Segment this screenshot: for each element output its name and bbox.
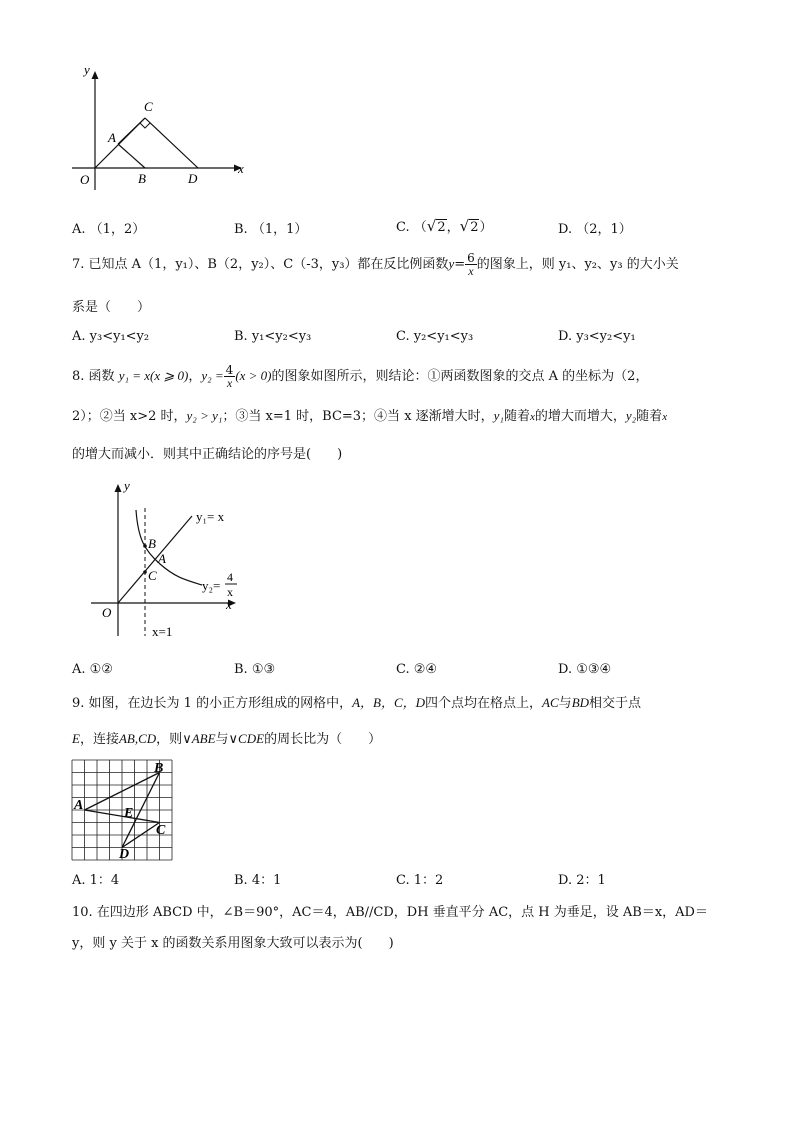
q8-option-a: A. ①② <box>72 662 113 677</box>
q7-stem-line2: 系是（ ） <box>72 300 151 315</box>
q7-option-a: A. y₃<y₁<y₂ <box>72 329 150 344</box>
q6-label-o: O <box>80 172 90 187</box>
q6-segment-ab <box>118 144 145 168</box>
q9-option-c: C. 1：2 <box>396 873 444 888</box>
q6-label-y: y <box>84 62 90 77</box>
q8-stem-line2: 2）；②当 x>2 时，y₂ > y₁；③当 x=1 时，BC=3；④当 x 逐渐增大时，y₁随着x的增大而增大，y₂随着x <box>72 408 668 424</box>
q10-stem-line2: y，则 y 关于 x 的函数关系用图象大致可以表示为( ) <box>72 936 394 951</box>
q6-label-a: A <box>108 130 116 145</box>
q6-option-a: A. （1，2） <box>72 222 146 237</box>
sqrt-sign-icon: √ <box>426 217 437 235</box>
q8-label-o: O <box>102 605 112 620</box>
q6-segment-cd <box>145 118 198 168</box>
q8-label-y1: y₁= x <box>196 509 225 524</box>
q7-stem-line1: 7. 已知点 A（1，y₁）、B（2，y₂）、C（-3，y₃）都在反比例函数y= $\frac{6}{x}$ 的图象上，则 y₁、y₂、y₃ 的大小关 <box>72 251 679 278</box>
q8-y-arrow <box>115 484 122 492</box>
sqrt-sign-icon: √ <box>459 217 470 235</box>
q6-label-b: B <box>138 171 146 186</box>
q6-option-c: C. （√2，√2） <box>396 217 493 235</box>
q6-label-c: C <box>144 99 153 114</box>
q9-option-b: B. 4：1 <box>234 873 282 888</box>
q8-option-c: C. ②④ <box>396 662 438 677</box>
q6-label-x: x <box>238 161 244 176</box>
q8-option-d: D. ①③④ <box>558 662 612 677</box>
q8-option-b: B. ①③ <box>234 662 276 677</box>
q9-label-d: D <box>119 847 130 862</box>
q10-stem-line1: 10. 在四边形 ABCD 中，∠B＝90°，AC＝4，AB//CD，DH 垂直平分 AC，点 H 为垂足，设 AB＝x，AD＝ <box>72 905 708 920</box>
q7-option-b: B. y₁<y₂<y₃ <box>234 329 312 344</box>
q6-segment-oc <box>118 118 145 144</box>
q9-label-a: A <box>74 798 84 813</box>
q8-label-a: A <box>158 551 166 566</box>
q7-option-c: C. y₂<y₁<y₃ <box>396 329 474 344</box>
q8-label-y2-den: x <box>227 585 233 599</box>
q9-grid-figure <box>72 760 182 862</box>
q8-point-c <box>143 570 147 574</box>
q8-point-b <box>143 544 147 548</box>
q8-label-y2-num: 4 <box>227 570 233 584</box>
q8-fraction: $\frac{4}{x}$ <box>225 363 234 390</box>
q8-stem-line3: 的增大而减小．则其中正确结论的序号是( ) <box>72 447 343 462</box>
q9-stem-line1: 9. 如图，在边长为 1 的小正方形组成的网格中，A，B，C，D四个点均在格点上，AC与BD相交于点 <box>72 695 642 711</box>
q8-stem-line1: 8. 函数 y₁ = x(x ⩾ 0)，y₂ = $\frac{4}{x}$ (x > 0)的图象如图所示，则结论：①两函数图象的交点 A 的坐标为（2， <box>72 363 649 390</box>
q9-option-d: D. 2：1 <box>558 873 606 888</box>
q9-option-a: A. 1：4 <box>72 873 120 888</box>
q6-y-arrow <box>92 71 99 79</box>
q6-right-angle-mark <box>140 123 150 128</box>
q6-figure <box>60 60 260 200</box>
q8-label-b: B <box>148 536 156 551</box>
q7-fraction: $\frac{6}{x}$ <box>467 251 475 278</box>
q6-option-b: B. （1，1） <box>234 222 308 237</box>
q7-option-d: D. y₃<y₂<y₁ <box>558 329 636 344</box>
q6-option-d: D. （2，1） <box>558 222 632 237</box>
q9-label-e: E <box>124 806 134 821</box>
q9-stem-line2: E，连接AB,CD，则∨ABE与∨CDE的周长比为（ ） <box>72 731 382 747</box>
q8-graph <box>88 478 258 648</box>
q8-label-x: x <box>226 597 232 612</box>
q8-label-c: C <box>148 568 157 583</box>
q6-label-d: D <box>188 171 198 186</box>
q9-label-c: C <box>156 823 166 838</box>
q9-label-b: B <box>154 761 164 776</box>
q8-label-y: y <box>124 478 130 493</box>
q8-label-x-eq-1: x=1 <box>152 624 173 639</box>
q8-label-y2: y₂= <box>202 578 221 593</box>
